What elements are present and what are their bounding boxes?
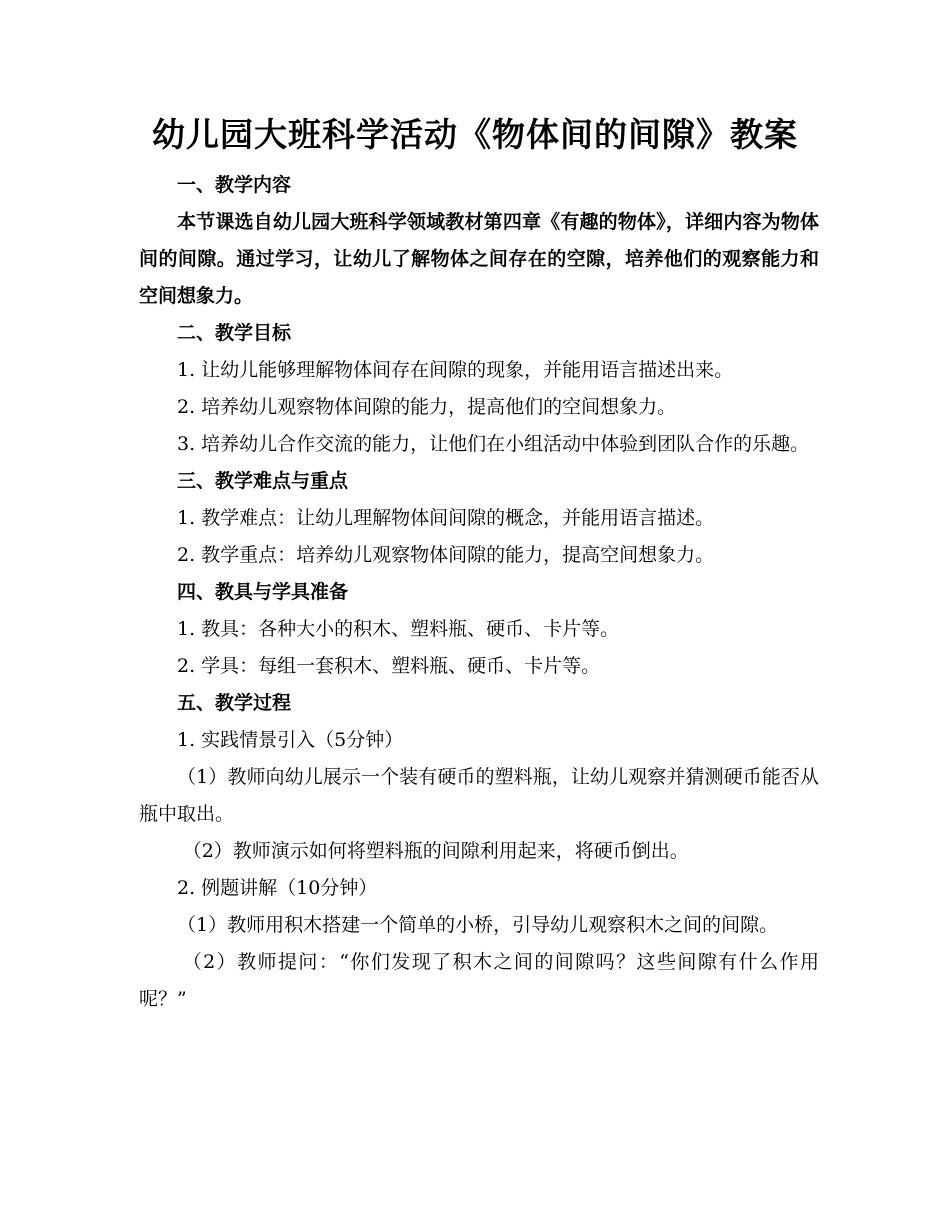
process-step-2-a: （1）教师用积木搭建一个简单的小桥，引导幼儿观察积木之间的间隙。: [177, 914, 779, 936]
section-heading-materials: 四、教具与学具准备: [177, 581, 349, 603]
section-heading-process: 五、教学过程: [177, 692, 292, 714]
document-title: 幼儿园大班科学活动《物体间的间隙》教案: [152, 115, 798, 154]
process-step-2-b: （2）教师提问：“你们发现了积木之间的间隙吗？这些间隙有什么作用呢？”: [139, 951, 819, 1010]
section-heading-difficulty: 三、教学难点与重点: [177, 470, 349, 492]
materials-item-1: 1. 教具：各种大小的积木、塑料瓶、硬币、卡片等。: [177, 618, 620, 640]
process-step-2: 2. 例题讲解（10分钟）: [177, 877, 378, 899]
section-content-paragraph: 本节课选自幼儿园大班科学领域教材第四章《有趣的物体》，详细内容为物体间的间隙。通过学习，让幼儿了解物体之间存在的空隙，培养他们的观察能力和空间想象力。: [139, 211, 819, 307]
process-step-1-a: （1）教师向幼儿展示一个装有硬币的塑料瓶，让幼儿观察并猜测硬币能否从瓶中取出。: [139, 766, 819, 825]
process-step-1: 1. 实践情景引入（5分钟）: [177, 729, 404, 751]
goal-item-2: 2. 培养幼儿观察物体间隙的能力，提高他们的空间想象力。: [177, 396, 677, 418]
goal-item-1: 1. 让幼儿能够理解物体间存在间隙的现象，并能用语言描述出来。: [177, 359, 734, 381]
document-body: [139, 167, 819, 1018]
difficulty-item-2: 2. 教学重点：培养幼儿观察物体间隙的能力，提高空间想象力。: [177, 544, 715, 566]
materials-item-2: 2. 学具：每组一套积木、塑料瓶、硬币、卡片等。: [177, 655, 601, 677]
goal-item-3: 3. 培养幼儿合作交流的能力，让他们在小组活动中体验到团队合作的乐趣。: [177, 433, 810, 455]
section-heading-content: 一、教学内容: [177, 174, 292, 196]
difficulty-item-1: 1. 教学难点：让幼儿理解物体间间隙的概念，并能用语言描述。: [177, 507, 715, 529]
process-step-1-b: （2）教师演示如何将塑料瓶的间隙利用起来，将硬币倒出。: [182, 840, 689, 862]
section-heading-goals: 二、教学目标: [177, 322, 292, 344]
